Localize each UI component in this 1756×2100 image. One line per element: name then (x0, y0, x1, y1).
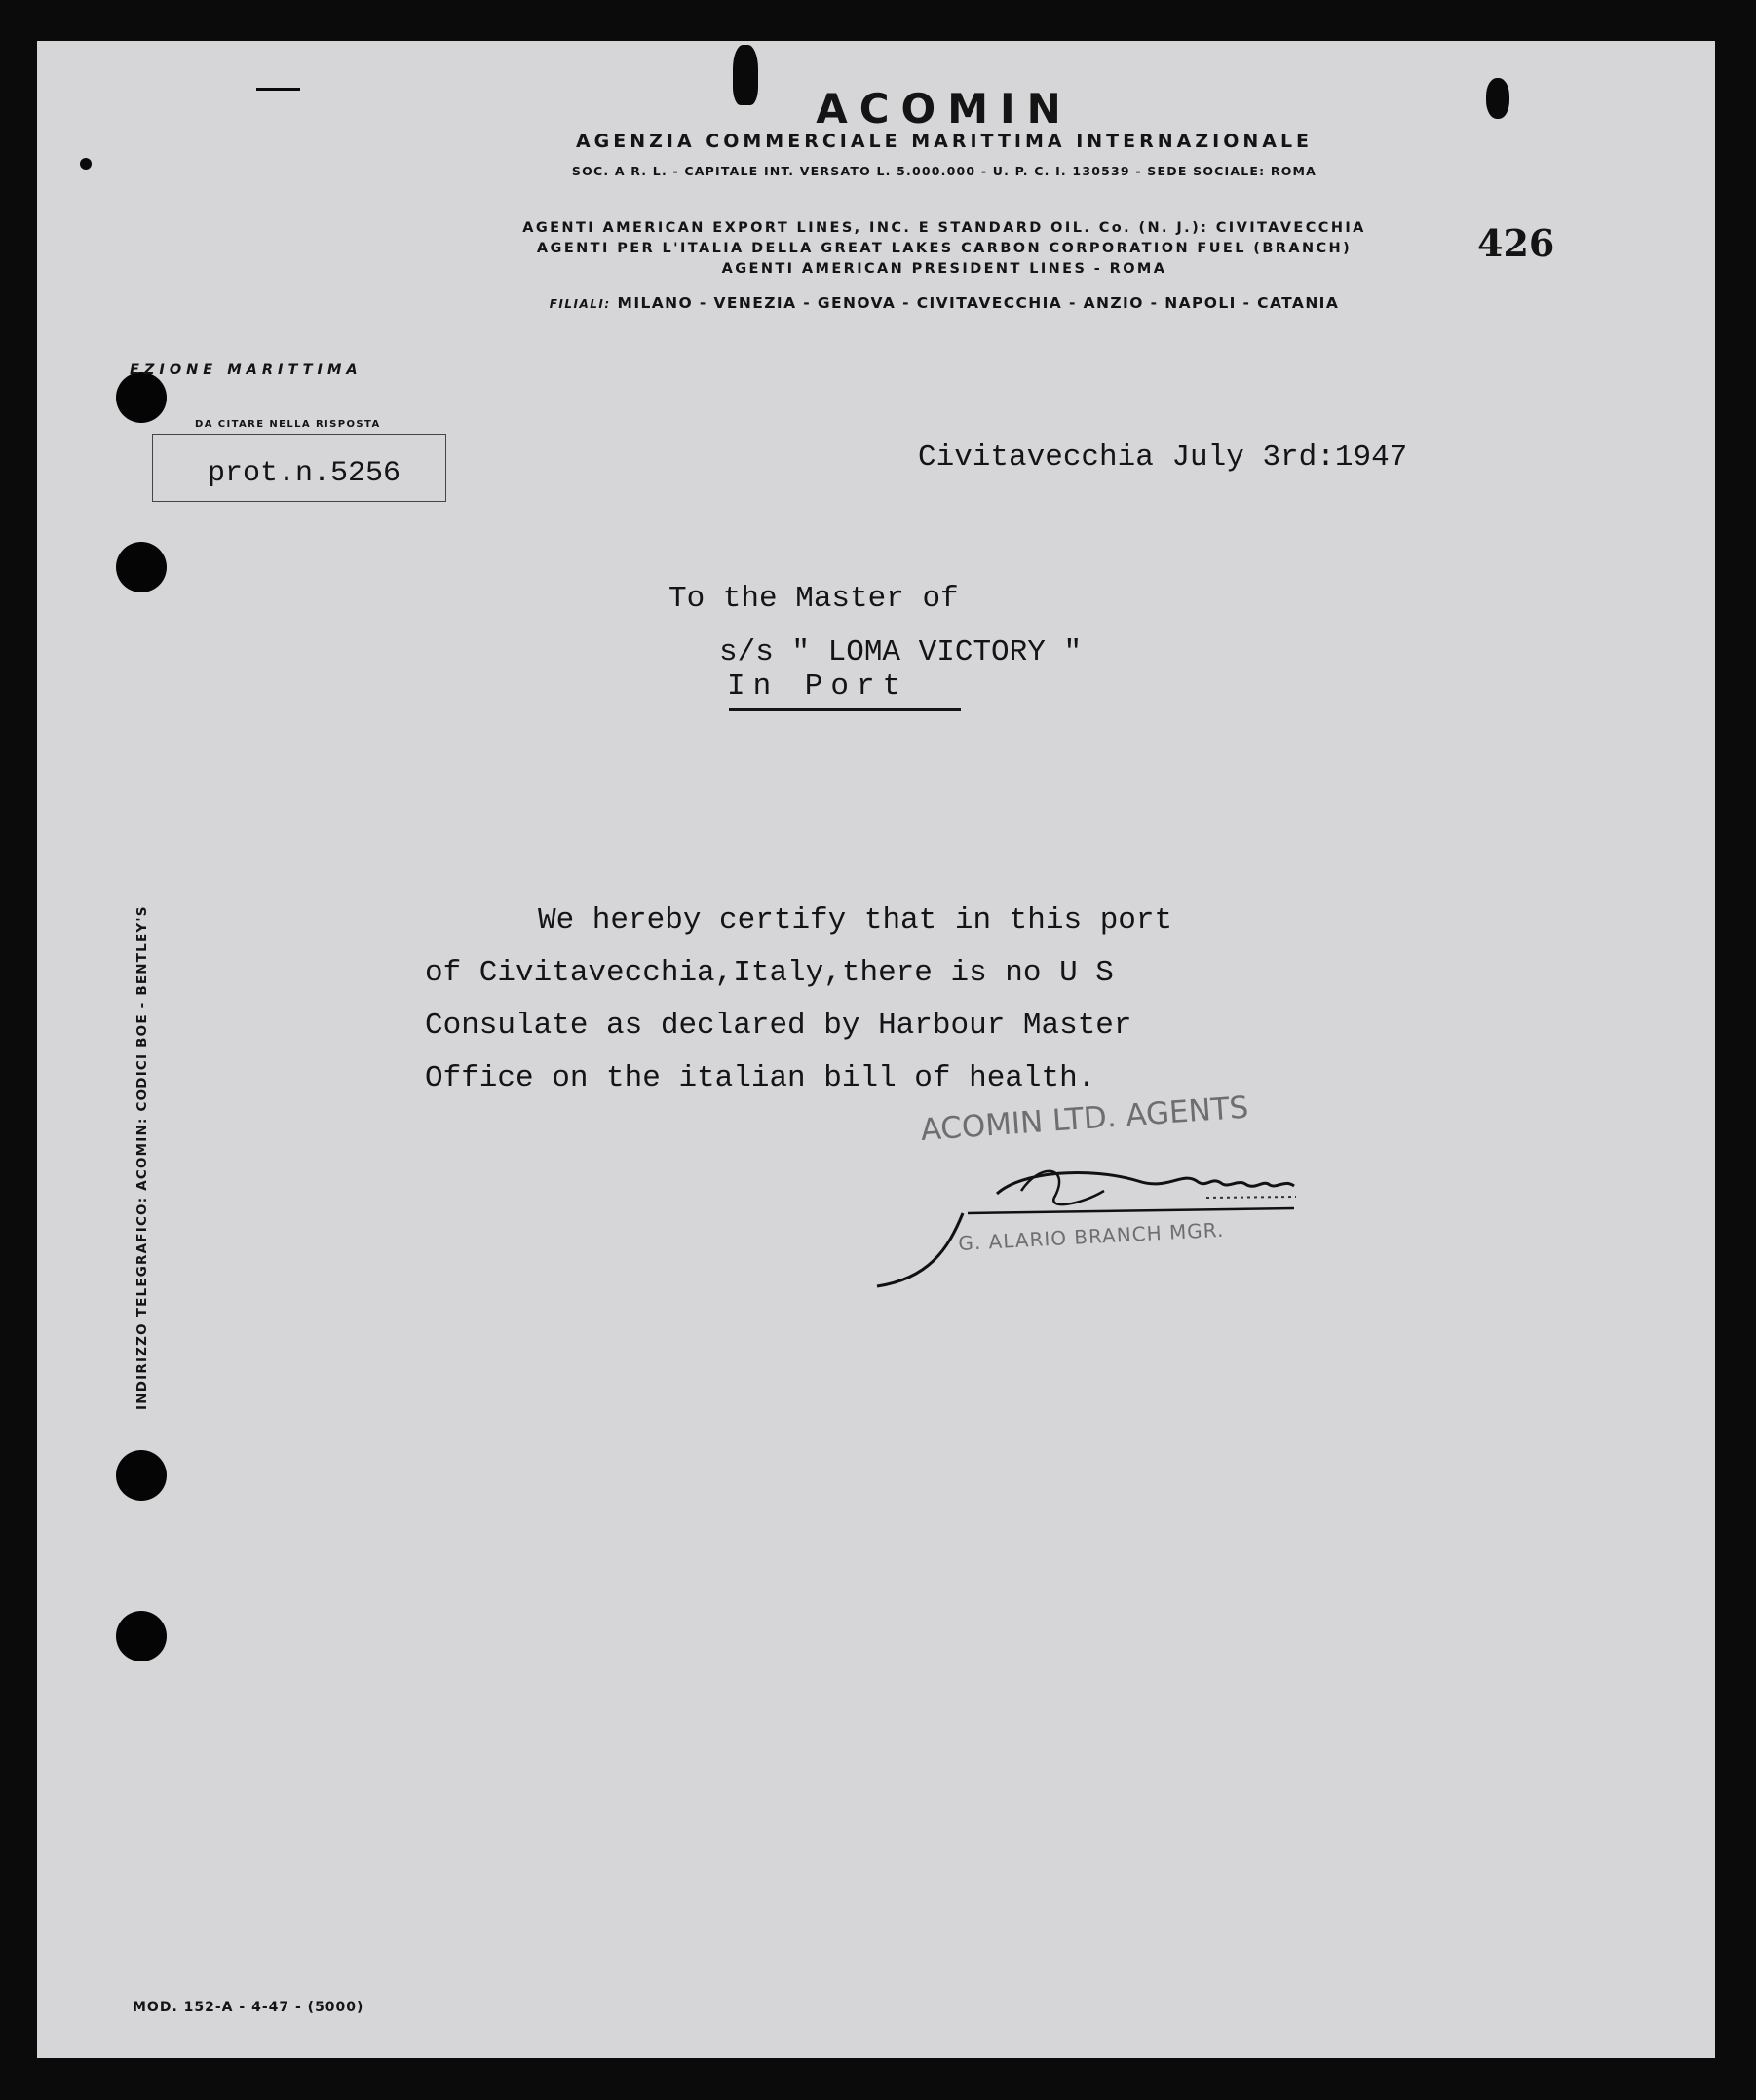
company-full-name: AGENZIA COMMERCIALE MARITTIMA INTERNAZIONALE (575, 131, 1314, 152)
agent-line-1: AGENTI AMERICAN EXPORT LINES, INC. E STANDARD OIL. Co. (N. J.): CIVITAVECCHIA (522, 220, 1366, 236)
branches-list: MILANO - VENEZIA - GENOVA - CIVITAVECCHIA - ANZIO - NAPOLI - CATANIA (617, 294, 1340, 312)
stamp-company: ACOMIN LTD. AGENTS (919, 1089, 1250, 1148)
body-line-3: Consulate as declared by Harbour Master (425, 1009, 1132, 1043)
margin-telegraph-text: INDIRIZZO TELEGRAFICO: ACOMIN: CODICI BOE - BENTLEY'S (134, 905, 150, 1410)
addressee-ship: s/s " LOMA VICTORY " (719, 635, 1083, 669)
body-line-4: Office on the italian bill of health. (425, 1061, 1096, 1095)
company-name: ACOMIN (816, 85, 1073, 133)
branches-label: FILIALI: (549, 297, 611, 311)
addressee-location: In Port (727, 669, 909, 704)
agent-line-2: AGENTI PER L'ITALIA DELLA GREAT LAKES CARBON CORPORATION FUEL (BRANCH) (536, 241, 1353, 256)
section-label: EZIONE MARITTIMA (130, 363, 363, 378)
protocol-number: prot.n.5256 (208, 457, 401, 490)
letter-page (37, 41, 1715, 2058)
form-number: MOD. 152-A - 4-47 - (5000) (133, 2000, 364, 2015)
addressee-line-1: To the Master of (668, 582, 959, 616)
handwritten-signature (37, 41, 1715, 2058)
body-line-1: We hereby certify that in this port (538, 903, 1173, 937)
agent-line-3: AGENTI AMERICAN PRESIDENT LINES - ROMA (721, 261, 1167, 277)
stamp-person: G. ALARIO BRANCH MGR. (957, 1217, 1225, 1255)
cite-label: DA CITARE NELLA RISPOSTA (195, 419, 381, 430)
date-line: Civitavecchia July 3rd:1947 (918, 440, 1408, 475)
page-number: 426 (1477, 221, 1555, 265)
company-legal-info: SOC. A R. L. - CAPITALE INT. VERSATO L. 5.000.000 - U. P. C. I. 130539 - SEDE SOCIALE: ROMA (571, 164, 1317, 178)
body-line-2: of Civitavecchia,Italy,there is no U S (425, 956, 1114, 990)
